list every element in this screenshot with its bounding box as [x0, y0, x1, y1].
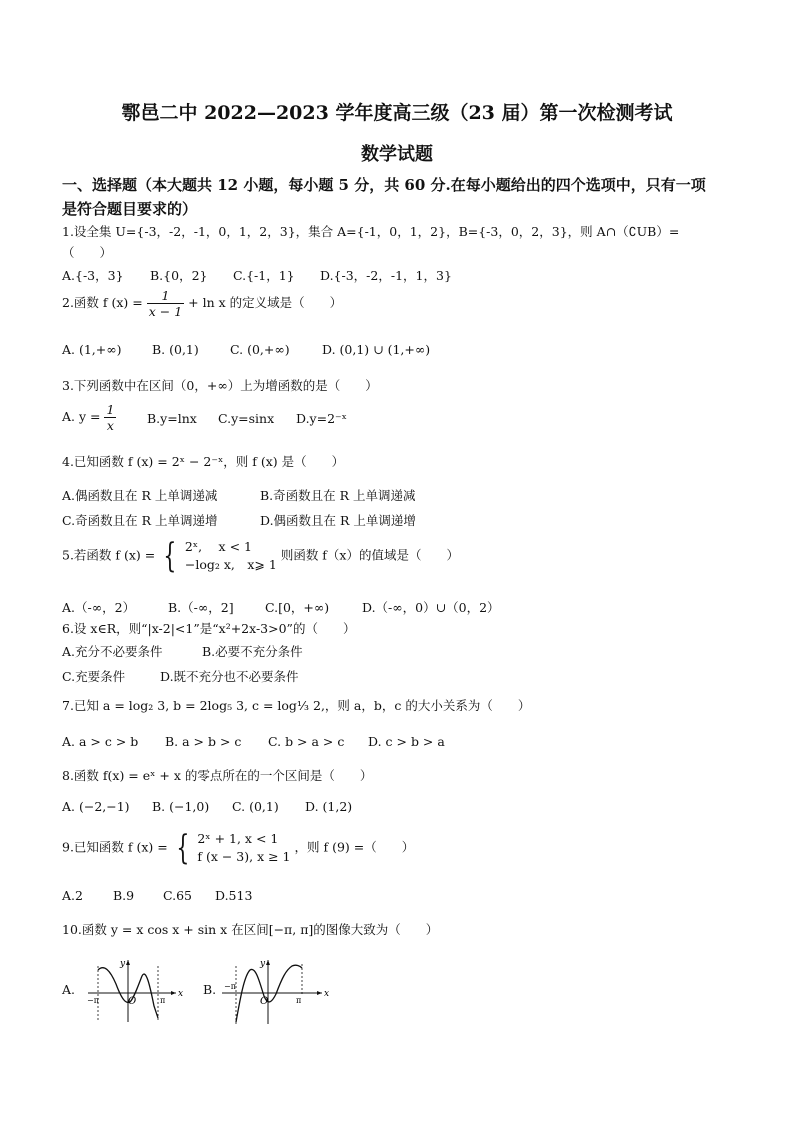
q7-option-a: A. a > c > b: [62, 734, 139, 749]
section-heading-line2: 是符合题目要求的）: [62, 200, 198, 218]
graph-b-tick-right: π: [296, 996, 302, 1005]
q5-suffix: 则函数 f（x）的值域是（ ）: [280, 547, 459, 563]
exam-title: 鄠邑二中 2022—2023 学年度高三级（23 届）第一次检测考试: [121, 102, 673, 124]
q9-option-a: A.2: [62, 888, 83, 903]
q9-cases: [197, 830, 290, 866]
q10-stem: 10.函数 y = x cos x + sin x 在区间[−π, π]的图像大致为（ ）: [62, 922, 439, 937]
q9-prefix: 9.已知函数 f (x) =: [62, 839, 168, 855]
q3-option-d: D.y=2⁻ˣ: [296, 411, 347, 426]
q3-option-a-num: 1: [106, 402, 115, 417]
q8-option-d: D. (1,2): [305, 799, 353, 814]
q9-stem: [62, 830, 414, 866]
graph-b-tick-left: −π: [224, 982, 236, 991]
graph-a-origin: O: [128, 996, 137, 1007]
q6-option-a: A.充分不必要条件: [62, 644, 163, 659]
q6-option-c: C.充要条件: [62, 669, 126, 684]
q5-option-b: B.（-∞，2]: [168, 600, 234, 615]
q5-stem: [62, 538, 459, 574]
q10-graph-a: [82, 956, 182, 1026]
q6-stem: 6.设 x∈R，则“|x-2|<1”是“x²+2x-3>0”的（ ）: [62, 621, 356, 636]
q3-option-c: C.y=sinx: [218, 411, 275, 426]
q1-option-c: C.{-1，1}: [233, 268, 295, 283]
section-heading-line1: 一、选择题（本大题共 12 小题，每小题 5 分，共 60 分.在每小题给出的四个选项中，只有一项: [62, 176, 706, 194]
q2-suffix: + ln x 的定义域是（ ）: [188, 295, 343, 310]
q8-option-a: A. (−2,−1): [62, 799, 130, 814]
graph-b-origin: O: [260, 996, 269, 1007]
q9-suffix: ，则 f (9) =（ ）: [294, 839, 415, 855]
q1-option-a: A.{-3，3}: [62, 268, 124, 283]
q6-option-b: B.必要不充分条件: [202, 644, 303, 659]
q6-option-d: D.既不充分也不必要条件: [160, 669, 299, 684]
q3-option-a: [62, 402, 116, 433]
q2-option-c: C. (0,+∞): [230, 342, 290, 357]
q10-graph-a-label: A.: [62, 982, 76, 997]
q5-option-d: D.（-∞，0）∪（0，2）: [362, 600, 500, 615]
q5-cases: [185, 538, 277, 574]
q5-left-brace: {: [163, 536, 177, 576]
q4-option-b: B.奇函数且在 R 上单调递减: [260, 488, 416, 503]
q2-option-d: D. (0,1) ∪ (1,+∞): [322, 342, 431, 357]
q2-frac-den: x − 1: [148, 304, 183, 319]
graph-a-x-arrow: [171, 991, 176, 995]
q8-option-b: B. (−1,0): [152, 799, 210, 814]
q1-paren: （ ）: [62, 245, 113, 260]
q9-option-b: B.9: [113, 888, 135, 903]
q9-option-d: D.513: [215, 888, 253, 903]
q1-option-d: D.{-3，-2，-1，1，3}: [320, 268, 452, 283]
q5-case2: −log₂ x, x⩾ 1: [184, 557, 277, 572]
exam-subtitle: 数学试题: [361, 144, 433, 165]
q2-fraction: [147, 288, 184, 319]
graph-a-x-label: x: [178, 989, 184, 999]
q2-prefix: 2.函数 f (x) =: [62, 295, 143, 310]
q3-option-b: B.y=lnx: [147, 411, 197, 426]
q3-option-a-den: x: [106, 418, 114, 433]
q4-option-d: D.偶函数且在 R 上单调递增: [260, 513, 416, 528]
q8-stem: 8.函数 f(x) = eˣ + x 的零点所在的一个区间是（ ）: [62, 768, 373, 783]
q7-option-d: D. c > b > a: [368, 734, 445, 749]
graph-a-tick-right: π: [160, 996, 166, 1005]
q5-prefix: 5.若函数 f (x) =: [62, 547, 156, 563]
q9-case1: 2ˣ + 1, x < 1: [197, 831, 279, 846]
q10-graph-b-label: B.: [203, 982, 217, 997]
graph-a-y-label: y: [120, 959, 126, 969]
q1-stem: 1.设全集 U={-3，-2，-1，0，1，2，3}，集合 A={-1，0，1，2}，B={-3，0，2，3}，则 A∩（∁UB）=: [62, 224, 680, 239]
q10-graph-b: [218, 956, 328, 1028]
q5-option-c: C.[0，+∞): [265, 600, 330, 615]
q4-stem: 4.已知函数 f (x) = 2ˣ − 2⁻ˣ，则 f (x) 是（ ）: [62, 454, 345, 469]
graph-b-x-arrow: [317, 991, 322, 995]
graph-b-x-label: x: [324, 989, 330, 999]
graph-a-tick-left: −π: [87, 996, 99, 1005]
q9-option-c: C.65: [163, 888, 192, 903]
q2-option-a: A. (1,+∞): [62, 342, 122, 357]
q4-option-a: A.偶函数且在 R 上单调递减: [62, 488, 218, 503]
graph-a-y-arrow: [126, 960, 130, 965]
q3-option-a-fraction: [104, 402, 116, 433]
q4-option-c: C.奇函数且在 R 上单调递增: [62, 513, 218, 528]
q9-case2: f (x − 3), x ≥ 1: [197, 849, 291, 864]
q5-option-a: A.（-∞，2）: [62, 600, 136, 615]
graph-b-curve: [236, 965, 302, 1022]
q5-case1: 2ˣ, x < 1: [184, 539, 252, 554]
graph-b-y-label: y: [260, 959, 266, 969]
q8-option-c: C. (0,1): [232, 799, 279, 814]
q2-frac-num: 1: [147, 288, 184, 304]
graph-b-y-arrow: [266, 960, 270, 965]
q7-option-c: C. b > a > c: [268, 734, 345, 749]
q7-stem: 7.已知 a = log₂ 3, b = 2log₅ 3, c = log⅓ 2,，则 a，b，c 的大小关系为（ ）: [62, 698, 531, 713]
q3-stem: 3.下列函数中在区间（0，+∞）上为增函数的是（ ）: [62, 378, 378, 393]
q7-option-b: B. a > b > c: [165, 734, 242, 749]
q2-option-b: B. (0,1): [152, 342, 199, 357]
q9-left-brace: {: [176, 828, 190, 868]
q2-stem: [62, 288, 342, 319]
q3-option-a-prefix: A. y =: [62, 409, 101, 424]
q1-option-b: B.{0，2}: [150, 268, 208, 283]
